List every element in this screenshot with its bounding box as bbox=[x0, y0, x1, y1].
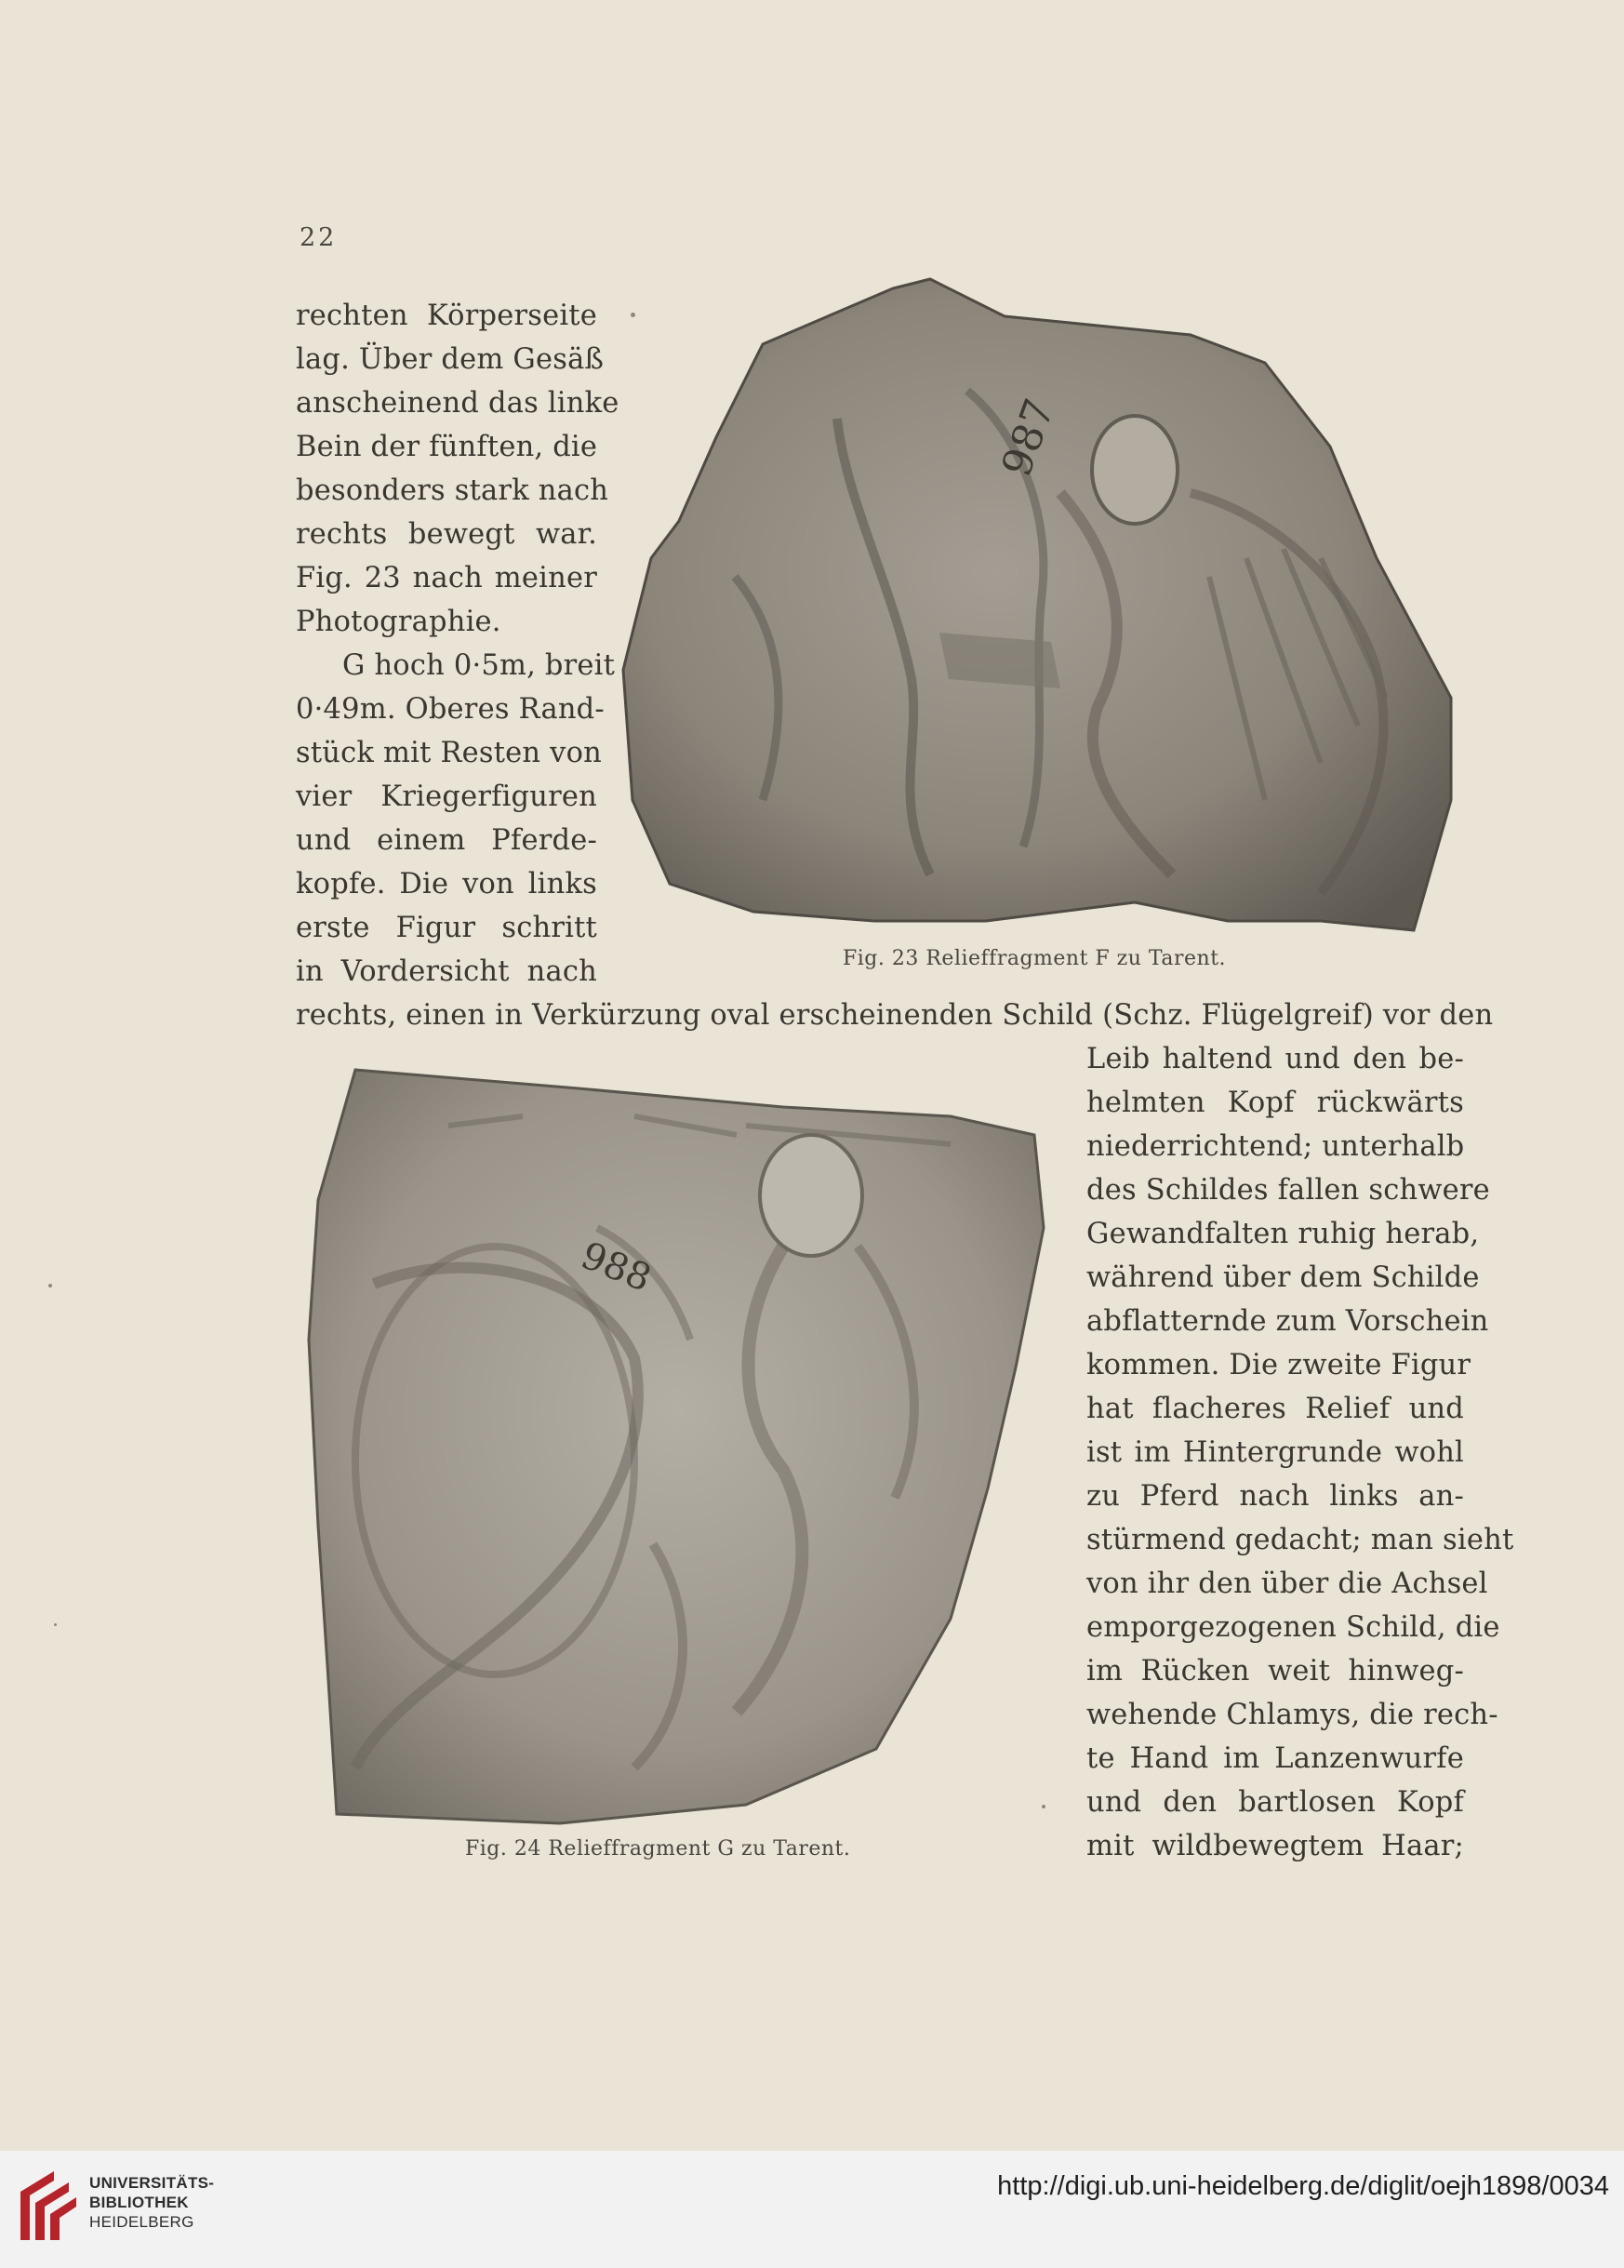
text-line: G hoch 0·5m, breit bbox=[342, 649, 616, 682]
text-line: mit wildbewegtem Haar; bbox=[1086, 1830, 1464, 1862]
text-line: hat flacheres Relief und bbox=[1086, 1393, 1464, 1425]
text-line: im Rücken weit hinweg- bbox=[1086, 1655, 1464, 1688]
text-line: helmten Kopf rückwärts bbox=[1086, 1087, 1464, 1119]
paper-speck bbox=[54, 1623, 57, 1626]
text-line: zu Pferd nach links an- bbox=[1086, 1480, 1464, 1513]
library-logo-icon bbox=[17, 2168, 80, 2244]
text-line: stück mit Resten von bbox=[296, 737, 602, 769]
text-line: und den bartlosen Kopf bbox=[1086, 1786, 1464, 1819]
text-line: Gewandfalten ruhig herab, bbox=[1086, 1218, 1480, 1250]
text-line: wehende Chlamys, die rech- bbox=[1086, 1699, 1498, 1731]
figure-24-caption: Fig. 24 Relieffragment G zu Tarent. bbox=[465, 1837, 851, 1861]
text-line: emporgezogenen Schild, die bbox=[1086, 1611, 1500, 1644]
text-line: während über dem Schilde bbox=[1086, 1261, 1480, 1294]
text-line: kopfe. Die von links bbox=[296, 868, 597, 901]
text-line-full: rechts, einen in Verkürzung oval erscheinenden Schild (Schz. Flügelgreif) vor den bbox=[296, 999, 1494, 1032]
library-footer bbox=[0, 2151, 1624, 2268]
source-url-link[interactable]: http://digi.ub.uni-heidelberg.de/diglit/oejh1898/0034 bbox=[997, 2171, 1609, 2201]
figure-23-relief-image bbox=[614, 279, 1460, 949]
text-line: stürmend gedacht; man sieht bbox=[1086, 1524, 1514, 1556]
text-line: besonders stark nach bbox=[296, 474, 609, 507]
text-line: des Schildes fallen schwere bbox=[1086, 1174, 1490, 1207]
text-line: in Vordersicht nach bbox=[296, 955, 597, 988]
paper-speck bbox=[1042, 1805, 1045, 1808]
text-line: von ihr den über die Achsel bbox=[1086, 1568, 1488, 1600]
text-line: anscheinend das linke bbox=[296, 387, 619, 420]
text-line: vier Kriegerfiguren bbox=[296, 780, 597, 813]
text-line: rechts bewegt war. bbox=[296, 518, 597, 551]
paper-speck bbox=[631, 313, 635, 317]
text-line: Bein der fünften, die bbox=[296, 431, 598, 463]
figure-24-relief-image bbox=[300, 1061, 1062, 1833]
text-line: te Hand im Lanzenwurfe bbox=[1086, 1742, 1464, 1775]
logo-text-line: BIBLIOTHEK bbox=[89, 2194, 189, 2211]
text-line: 0·49m. Oberes Rand- bbox=[296, 693, 605, 726]
page-number: 22 bbox=[300, 223, 338, 252]
text-line: ist im Hintergrunde wohl bbox=[1086, 1436, 1464, 1469]
text-line: niederrichtend; unterhalb bbox=[1086, 1130, 1465, 1163]
text-line: rechten Körperseite bbox=[296, 300, 597, 332]
text-line: erste Figur schritt bbox=[296, 912, 597, 944]
fig24-inscription: 988 bbox=[575, 1234, 658, 1301]
text-line: Leib haltend und den be- bbox=[1086, 1043, 1464, 1075]
text-line: und einem Pferde- bbox=[296, 824, 597, 857]
logo-text-line: HEIDELBERG bbox=[89, 2213, 194, 2231]
text-line: lag. Über dem Gesäß bbox=[296, 343, 605, 376]
fig23-inscription: 987 bbox=[992, 393, 1065, 483]
logo-text-line: UNIVERSITÄTS- bbox=[89, 2174, 215, 2192]
text-line: Fig. 23 nach meiner bbox=[296, 562, 597, 594]
figure-23-caption: Fig. 23 Relieffragment F zu Tarent. bbox=[843, 947, 1227, 970]
text-line: abflatternde zum Vorschein bbox=[1086, 1305, 1489, 1338]
paper-speck bbox=[48, 1284, 52, 1287]
text-line: Photographie. bbox=[296, 606, 501, 638]
text-line: kommen. Die zweite Figur bbox=[1086, 1349, 1471, 1381]
